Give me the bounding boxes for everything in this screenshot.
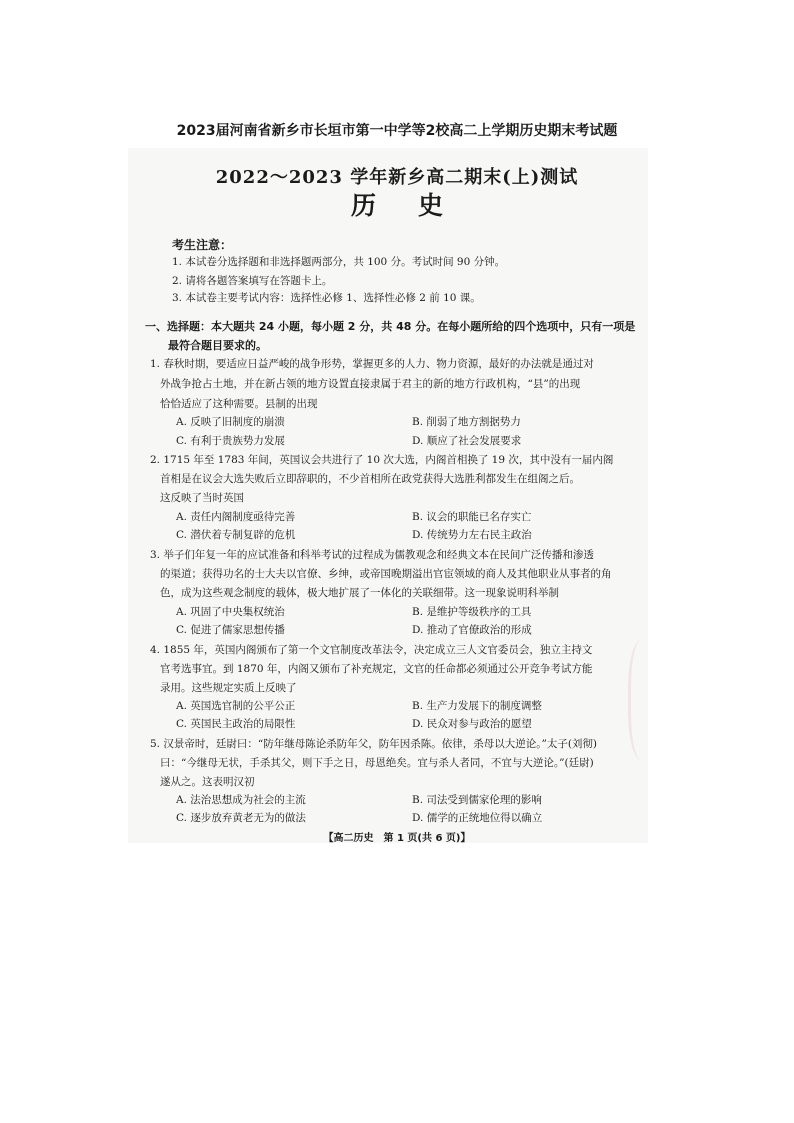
question-1-option-b: B. 削弱了地方割据势力 xyxy=(412,416,521,428)
question-5-line: 曰：“今继母无状，手杀其父，则下手之日，母恩绝矣。宜与杀人者同，不宜与大逆论。”(廷尉) xyxy=(160,757,594,769)
exam-title: 2022～2023 学年新乡高二期末(上)测试 xyxy=(215,167,579,188)
question-3-option-c: C. 促进了儒家思想传播 xyxy=(176,624,285,636)
question-3-line: 的渠道；获得功名的士大夫以官僚、乡绅，或帝国晚期溢出官宦领域的商人及其他职业从事者的角 xyxy=(160,568,612,580)
page-footer: 【高二历史 第 1 页(共 6 页)】 xyxy=(323,833,471,844)
question-2-option-d: D. 传统势力左右民主政治 xyxy=(412,529,532,541)
question-4-line: 4. 1855 年，英国内阁颁布了第一个文官制度改革法令，决定成立三人文官委员会，独立主持文 xyxy=(150,644,593,656)
notice-heading: 考生注意： xyxy=(172,238,233,252)
question-4-line: 官考选事宜。到 1870 年，内阁又颁布了补充规定，文官的任命都必须通过公开竞争考试方能 xyxy=(160,663,593,675)
question-5-option-b: B. 司法受到儒家伦理的影响 xyxy=(412,794,542,806)
question-1-line: 外战争抢占土地，并在新占领的地方设置直接隶属于君主的新的地方行政机构，“县”的出现 xyxy=(160,378,581,390)
question-2-option-c: C. 潜伏着专制复辟的危机 xyxy=(176,529,296,541)
question-5-option-c: C. 逐步放弃黄老无为的做法 xyxy=(176,812,306,824)
question-1-line: 恰恰适应了这种需要。县制的出现 xyxy=(160,398,318,410)
question-2-option-b: B. 议会的职能已名存实亡 xyxy=(412,511,532,523)
question-4-option-d: D. 民众对参与政治的愿望 xyxy=(412,718,532,730)
notice-item: 2. 请将各题答案填写在答题卡上。 xyxy=(172,275,333,287)
question-2-option-a: A. 责任内阁制度亟待完善 xyxy=(176,511,296,523)
question-3-option-d: D. 推动了官僚政治的形成 xyxy=(412,624,532,636)
question-5-line: 5. 汉景帝时，廷尉曰：“防年继母陈论杀防年父，防年因杀陈。依律，杀母以大逆论。”太子(刘彻) xyxy=(150,738,598,750)
question-3-line: 3. 举子们年复一年的应试准备和科举考试的过程成为儒教观念和经典文本在民间广泛传播和渗透 xyxy=(150,549,594,561)
question-1-line: 1. 春秋时期，要适应日益严峻的战争形势，掌握更多的人力、物力资源，最好的办法就是通过对 xyxy=(150,358,594,370)
question-1-option-a: A. 反映了旧制度的崩溃 xyxy=(176,416,285,428)
notice-item: 1. 本试卷分选择题和非选择题两部分，共 100 分。考试时间 90 分钟。 xyxy=(172,256,506,268)
question-5-option-a: A. 法治思想成为社会的主流 xyxy=(176,794,306,806)
question-3-line: 色，成为这些观念制度的载体，极大地扩展了一体化的关联细带。这一现象说明科举制 xyxy=(160,587,559,599)
question-4-option-a: A. 英国选官制的公平公正 xyxy=(176,700,296,712)
question-5-option-d: D. 儒学的正统地位得以确立 xyxy=(412,812,543,824)
question-3-option-a: A. 巩固了中央集权统治 xyxy=(176,606,285,618)
document-title: 2023届河南省新乡市长垣市第一中学等2校高二上学期历史期末考试题 xyxy=(176,123,618,139)
question-1-option-d: D. 顺应了社会发展要求 xyxy=(412,435,522,447)
question-1-option-c: C. 有利于贵族势力发展 xyxy=(176,435,285,447)
subject-title: 历史 xyxy=(350,191,485,220)
question-2-line: 首相是在议会大选失败后立即辞职的，不少首相所在政党获得大选胜利都发生在组阁之后。 xyxy=(160,473,580,485)
question-4-option-b: B. 生产力发展下的制度调整 xyxy=(412,700,542,712)
question-5-line: 遂从之。这表明汉初 xyxy=(160,776,255,788)
question-2-line: 这反映了当时英国 xyxy=(160,492,244,504)
question-3-option-b: B. 是维护等级秩序的工具 xyxy=(412,606,532,618)
section-line: 一、选择题：本大题共 24 小题，每小题 2 分，共 48 分。在每小题所给的四个选项中，只有一项是 xyxy=(145,320,636,333)
question-4-line: 录用。这些规定实质上反映了 xyxy=(160,682,297,694)
question-2-line: 2. 1715 年至 1783 年间，英国议会共进行了 10 次大选，内阁首相换了 19 次，其中没有一届内阁 xyxy=(150,454,614,466)
scan-artifact xyxy=(628,640,661,760)
section-heading xyxy=(145,317,640,355)
section-line: 最符合题目要求的。 xyxy=(168,339,267,352)
question-4-option-c: C. 英国民主政治的局限性 xyxy=(176,718,296,730)
notice-item: 3. 本试卷主要考试内容：选择性必修 1、选择性必修 2 前 10 课。 xyxy=(172,292,481,304)
